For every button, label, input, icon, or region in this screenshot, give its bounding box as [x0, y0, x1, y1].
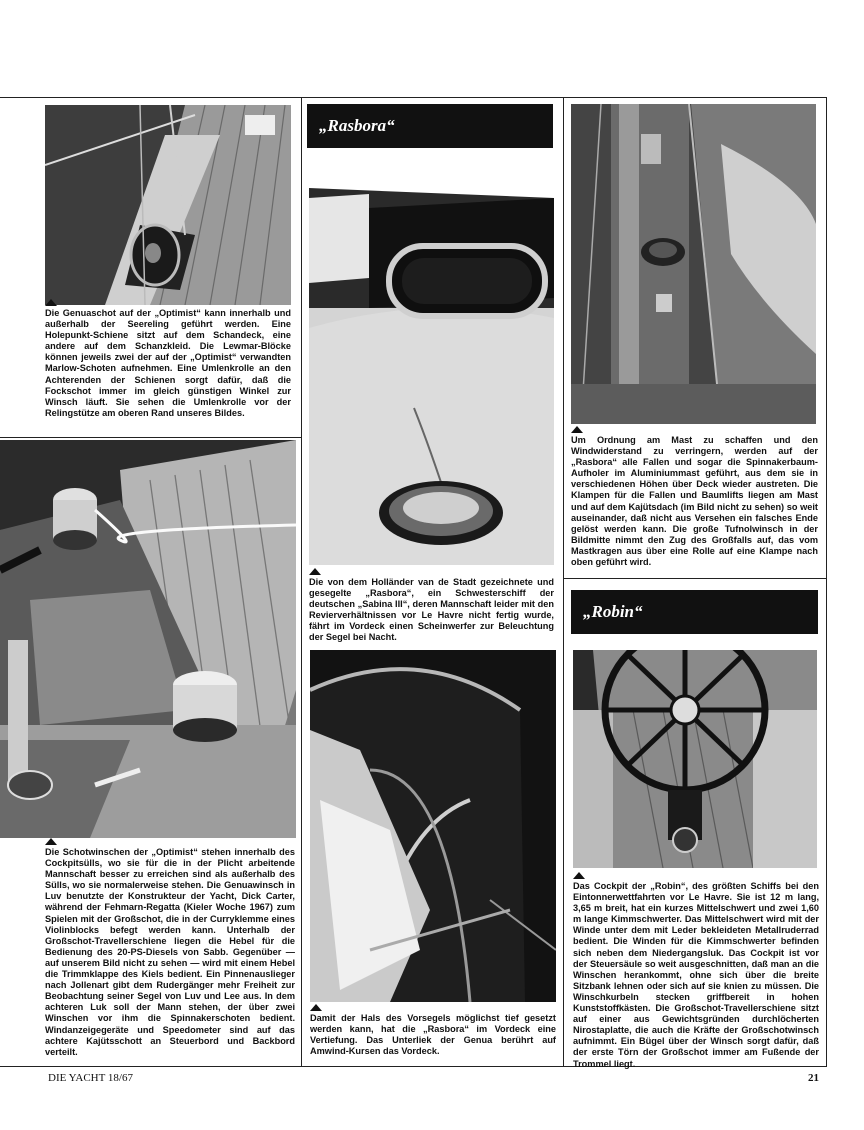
robin-title-text: „Robin“: [583, 602, 643, 621]
rasbora-bow-photo: [310, 650, 556, 1002]
left-section-divider: [0, 437, 301, 438]
magazine-footer: DIE YACHT 18/67: [48, 1072, 133, 1084]
pointer-up-icon: [45, 838, 57, 845]
vorsegel-caption: [310, 1004, 556, 1057]
right-column-divider: [563, 97, 564, 1067]
cockpit-caption-text: Das Cockpit der „Robin“, des größten Schiffs bei den Eintonnerwettfahrten vor Le Havre. Sie ist 12 m lang, 3,65 m breit, hat ein kurzes Mittelschwert und zwei 1,60 m lange Kimmschwerter. Das Mittelschwert wird mit der Winde unter dem mit Leder bekleideten Metallruderrad bedient. Die Winden für die Kimmschwerter befinden sich neben dem Niedergangsluk. Das Cockpit ist vor der Steuersäule so weit ausgeschnitten, daß man an die Winschen herankommt, ohne sich über die breite Sitzbank lehnen oder sich auf sie knien zu müssen. Die Winschkurbeln stecken griffbereit in hohen Kunststoffkästen. Die Großschot-Travellerschiene sitzt auf einer aus Gewichtsgründen durchlöcherten Nirostaplatte, die auch die Kräfte der Großschotwinsch aufnimmt. Ein Bügel über der Winsch sorgt dafür, daß der erste Törn der Großschot immer am Fußende der Trommel liegt.: [573, 881, 819, 1069]
robin-title: [571, 590, 818, 634]
robin-cockpit-photo: [573, 650, 817, 868]
rasbora-mast-photo: [571, 104, 816, 424]
left-column-divider: [301, 97, 302, 1067]
pointer-up-icon: [45, 299, 57, 306]
pointer-up-icon: [573, 872, 585, 879]
pointer-up-icon: [571, 426, 583, 433]
schotwinschen-caption: [45, 838, 295, 1058]
top-rule: [0, 97, 827, 98]
hollaender-caption: [309, 568, 554, 644]
page-number: 21: [808, 1072, 819, 1084]
cockpit-caption: [573, 872, 819, 1070]
rasbora-title-text: „Rasbora“: [319, 116, 395, 135]
rasbora-title: [307, 104, 553, 148]
right-frame-rule: [826, 97, 827, 1067]
mast-caption-text: Um Ordnung am Mast zu schaffen und den Windwiderstand zu verringern, werden auf der „Rasbora“ alle Fallen und sogar die Spinnakerbaum-Aufholer im Aluminiummast geführt, aus dem sie in verschiedenen Höhen über Deck wieder austreten. Die Klampen für die Fallen und Baumlifts liegen am Mast und auf dem Kajütsdach (im Bild nicht zu sehen) so weit auseinander, daß nicht aus Versehen ein falsches Ende gelöst werden kann. Die große Tufnolwinsch in der Bildmitte nimmt den Zug des Großfalls auf, das vom Mastkragen aus über eine Rolle auf eine Klampe nach oben geführt wird.: [571, 435, 818, 568]
hollaender-caption-text: Die von dem Holländer van de Stadt gezeichnete und gesegelte „Rasbora“, ein Schwesterschiff der deutschen „Sabina III“, deren Mannschaft leider mit den Revierverhältnissen vor Le Havre nicht fertig wurde, fährt im Vordeck einen Scheinwerfer zur Beleuchtung der Segel bei Nacht.: [309, 577, 554, 643]
schotwinschen-photo: [0, 440, 296, 838]
mast-caption: [571, 426, 818, 568]
vorsegel-caption-text: Damit der Hals des Vorsegels möglichst tief gesetzt werden kann, hat die „Rasbora“ im Vordeck eine Vertiefung. Das Unterliek der Genua berührt auf Amwind-Kursen das Vordeck.: [310, 1013, 556, 1057]
genuaschot-photo: [45, 105, 291, 305]
pointer-up-icon: [310, 1004, 322, 1011]
genuaschot-caption-text: Die Genuaschot auf der „Optimist“ kann innerhalb und außerhalb der Seereling geführt werden. Eine Holepunkt-Schiene sitzt auf dem Schandeck, eine andere auf dem Schanzkleid. Die Lewmar-Blöcke können jeweils zwei der auf der „Optimist“ verwandten Marlow-Schoten aufnehmen. Eine Umlenkrolle an den Achterenden der Schienen sorgt dafür, daß die Fockschot immer im gleich günstigen Winkel zur Winsch läuft. Sie sehen die Umlenkrolle vor der Relingstütze am oberen Rand unseres Bildes.: [45, 308, 291, 418]
right-section-divider: [563, 578, 826, 579]
pointer-up-icon: [309, 568, 321, 575]
schotwinschen-caption-text: Die Schotwinschen der „Optimist“ stehen innerhalb des Cockpitsülls, wo sie für die in der Plicht arbeitende Mannschaft besser zu erreichen sind als außerhalb des Sülls, wo sie normalerweise stehen. Die Genuawinsch in Luv benutzte der Konstrukteur der Yacht, Dick Carter, während der Fehmarn-Regatta (Kieler Woche 1967) zum Spielen mit der Großschot, die in der Curryklemme eines Violinblocks befegt werden kann. Unterhalb der Großschot-Travellerschiene liegen die Hebel für die Bedienung des 20-PS-Diesels von Sabb. Gegenüber — auf unserem Bild nicht zu sehen — wird mit einem Hebel die Trimmklappe des Kiels bedient. Ein Pinnenauslieger nach Jollenart gibt dem Rudergänger mehr Freiheit zur Beobachtung seiner Segel von Luv und Lee aus. In dem achteren Luk soll der Mann stehen, der über zwei Winschen vor ihm die Spinnakerschoten bedient. Windanzeigegeräte und Speedometer sind auf das achtere Kajütsschott an Steuerbord und Backbord verteilt.: [45, 847, 295, 1057]
rasbora-foredeck-photo: [309, 158, 554, 565]
genuaschot-caption: [45, 299, 291, 419]
